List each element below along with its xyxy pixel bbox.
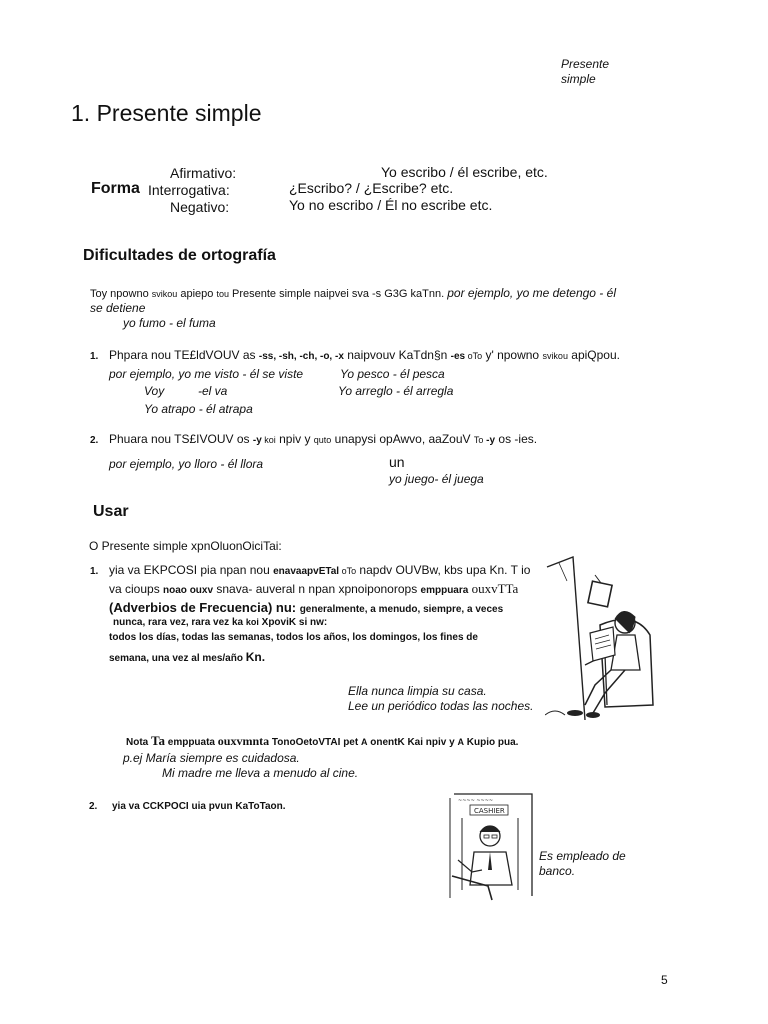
nota-line (126, 734, 518, 749)
item1-example-2: Yo pesco - él pesca (340, 367, 445, 381)
ortografia-item2-text (109, 432, 669, 448)
item1-example-1: por ejemplo, yo me visto - él se viste (109, 367, 304, 381)
intro-text-c: apiepo (177, 288, 217, 300)
usar-l4-a: nunca, rara vez, rara vez ka (113, 617, 246, 628)
ortografia-heading: Dificultades de ortografía (83, 247, 276, 264)
nota-f: A (360, 737, 368, 747)
interrogativa-value: ¿Escribo? / ¿Escribe? etc. (289, 180, 454, 196)
bank-cashier-illustration (448, 790, 538, 902)
nota-i: Kupio pua. (463, 737, 519, 748)
usar-item1-line2 (109, 581, 518, 597)
nota-d: ouxvmnta (217, 734, 270, 748)
usar-item2-example-1: Es empleado de (539, 849, 626, 863)
usar-l1-b: enavaapvETal (273, 566, 340, 577)
item1-text-e: oTo (465, 351, 483, 361)
usar-item1-line3 (109, 599, 503, 617)
usar-item1-example-2: Lee un periódico todas las noches. (348, 699, 534, 713)
usar-l1-d: napdv OUVBw, kbs upa Kn. T io (356, 563, 531, 577)
intro-example-1: por ejemplo, yo me detengo - él (447, 286, 616, 300)
intro-text-e: Presente simple naipvei sva -s G3G kaTnn. (228, 288, 448, 300)
item2-un: un (389, 454, 405, 470)
header-corner-line1: Presente (561, 57, 610, 71)
item2-text-i: os -ies. (495, 432, 538, 446)
intro-example-2: se detiene (90, 301, 146, 315)
intro-example-3: yo fumo - el fuma (123, 316, 216, 330)
page-title: 1. Presente simple (71, 100, 262, 126)
item1-text-c: naipvouv KaTdn§n (343, 348, 451, 362)
item2-text-a: Phuara nou TS£IVOUV os (109, 432, 253, 446)
item2-text-d: npiv y (275, 432, 314, 446)
negativo-value: Yo no escribo / Él no escribe etc. (289, 197, 493, 213)
item1-text-a: Phpara nou TE£ldVOUV as (109, 348, 259, 362)
usar-l6-b: Kn. (245, 650, 266, 664)
nota-a: Nota (126, 737, 151, 748)
nota-h: A (457, 737, 464, 747)
usar-l6-a: semana, una vez al mes/año (109, 653, 246, 664)
usar-l2-e: ouxvTTa (468, 581, 519, 596)
usar-l4-c: XpoviK si nw: (258, 617, 328, 628)
header-corner-label (561, 57, 609, 87)
item2-text-c: koi (261, 435, 276, 445)
item1-text-b: -ss, -sh, -ch, -o, -x (258, 351, 344, 362)
item1-text-h: apiQpou. (567, 348, 620, 362)
item2-text-b: -y (252, 435, 262, 446)
item1-example-4: -el va (198, 384, 228, 398)
intro-text-b: svikou (151, 289, 178, 299)
usar-l2-a: va cioups (109, 582, 164, 596)
woman-reading-illustration (545, 555, 660, 720)
usar-item1-line6 (109, 651, 265, 665)
usar-item1-example-1: Ella nunca limpia su casa. (348, 684, 487, 698)
svg-text:~~~~ ~~~~: ~~~~ ~~~~ (458, 798, 494, 804)
nota-e: TonoOetoVTAI pet (269, 737, 361, 748)
item2-text-f: unapysi opAwvo, aaZouV (331, 432, 474, 446)
item1-example-5: Yo arreglo - él arregla (338, 384, 454, 398)
ortografia-intro (90, 286, 690, 302)
usar-heading: Usar (93, 503, 129, 520)
item2-text-h: -y (483, 435, 496, 446)
item2-text-e: quto (313, 435, 332, 445)
ortografia-item1-text (109, 348, 669, 364)
item1-example-3: Voy (144, 384, 165, 398)
usar-l3-b: generalmente, a menudo, siempre, a veces (299, 604, 504, 615)
afirmativo-label: Afirmativo: (170, 165, 237, 181)
item1-text-g: svikou (542, 351, 568, 361)
usar-item1-line4 (113, 616, 327, 629)
item1-text-f: y' npowno (482, 348, 543, 362)
nota-example-2: Mi madre me lleva a menudo al cine. (162, 766, 359, 780)
header-corner-line2: simple (561, 72, 596, 86)
negativo-label: Negativo: (170, 199, 230, 215)
intro-text-d: tou (216, 289, 229, 299)
ortografia-item1-number: 1. (90, 351, 99, 362)
nota-g: onentK Kai npiv y (367, 737, 458, 748)
usar-l1-a: yia va EKPCOSI pia npan nou (109, 563, 274, 577)
nota-b: Ta (151, 733, 165, 748)
usar-item1-line5: todos los días, todas las semanas, todos los años, los domingos, los fines de (109, 632, 478, 643)
intro-text-a: Toy npowno (90, 288, 152, 300)
nota-c: emppuata (164, 737, 218, 748)
usar-l2-d: emppuara (420, 585, 469, 596)
usar-item2-example-2: banco. (539, 864, 576, 878)
forma-label: Forma (91, 180, 140, 197)
usar-l2-b: noao ouxv (163, 585, 214, 596)
usar-item1-number: 1. (90, 566, 99, 577)
usar-item1-line1 (109, 563, 530, 579)
item2-example-1: por ejemplo, yo lloro - él llora (109, 457, 264, 471)
usar-intro: O Presente simple xpnOluonOiciTai: (89, 539, 282, 553)
usar-item2-text: yia va CCKPOCI uia pvun KaToTaon. (112, 801, 286, 812)
afirmativo-value: Yo escribo / él escribe, etc. (381, 164, 548, 180)
usar-l1-c: oTo (339, 566, 357, 576)
ortografia-item2-number: 2. (90, 435, 99, 446)
cashier-sign: CASHIER (474, 807, 505, 815)
usar-l2-c: snava- auveral n npan xpnoiponorops (213, 582, 421, 596)
item2-example-2: yo juego- él juega (389, 472, 484, 486)
page-number: 5 (661, 973, 668, 987)
item1-text-d: -es (450, 351, 466, 362)
nota-example-1: p.ej María siempre es cuidadosa. (123, 751, 300, 765)
item2-text-g: To (473, 435, 484, 445)
item1-example-6: Yo atrapo - él atrapa (144, 402, 253, 416)
interrogativa-label: Interrogativa: (148, 182, 230, 198)
usar-l4-b: koi (245, 617, 259, 627)
usar-item2-number: 2. (89, 801, 98, 812)
usar-l3-a: (Adverbios de Frecuencia) nu: (109, 600, 300, 615)
